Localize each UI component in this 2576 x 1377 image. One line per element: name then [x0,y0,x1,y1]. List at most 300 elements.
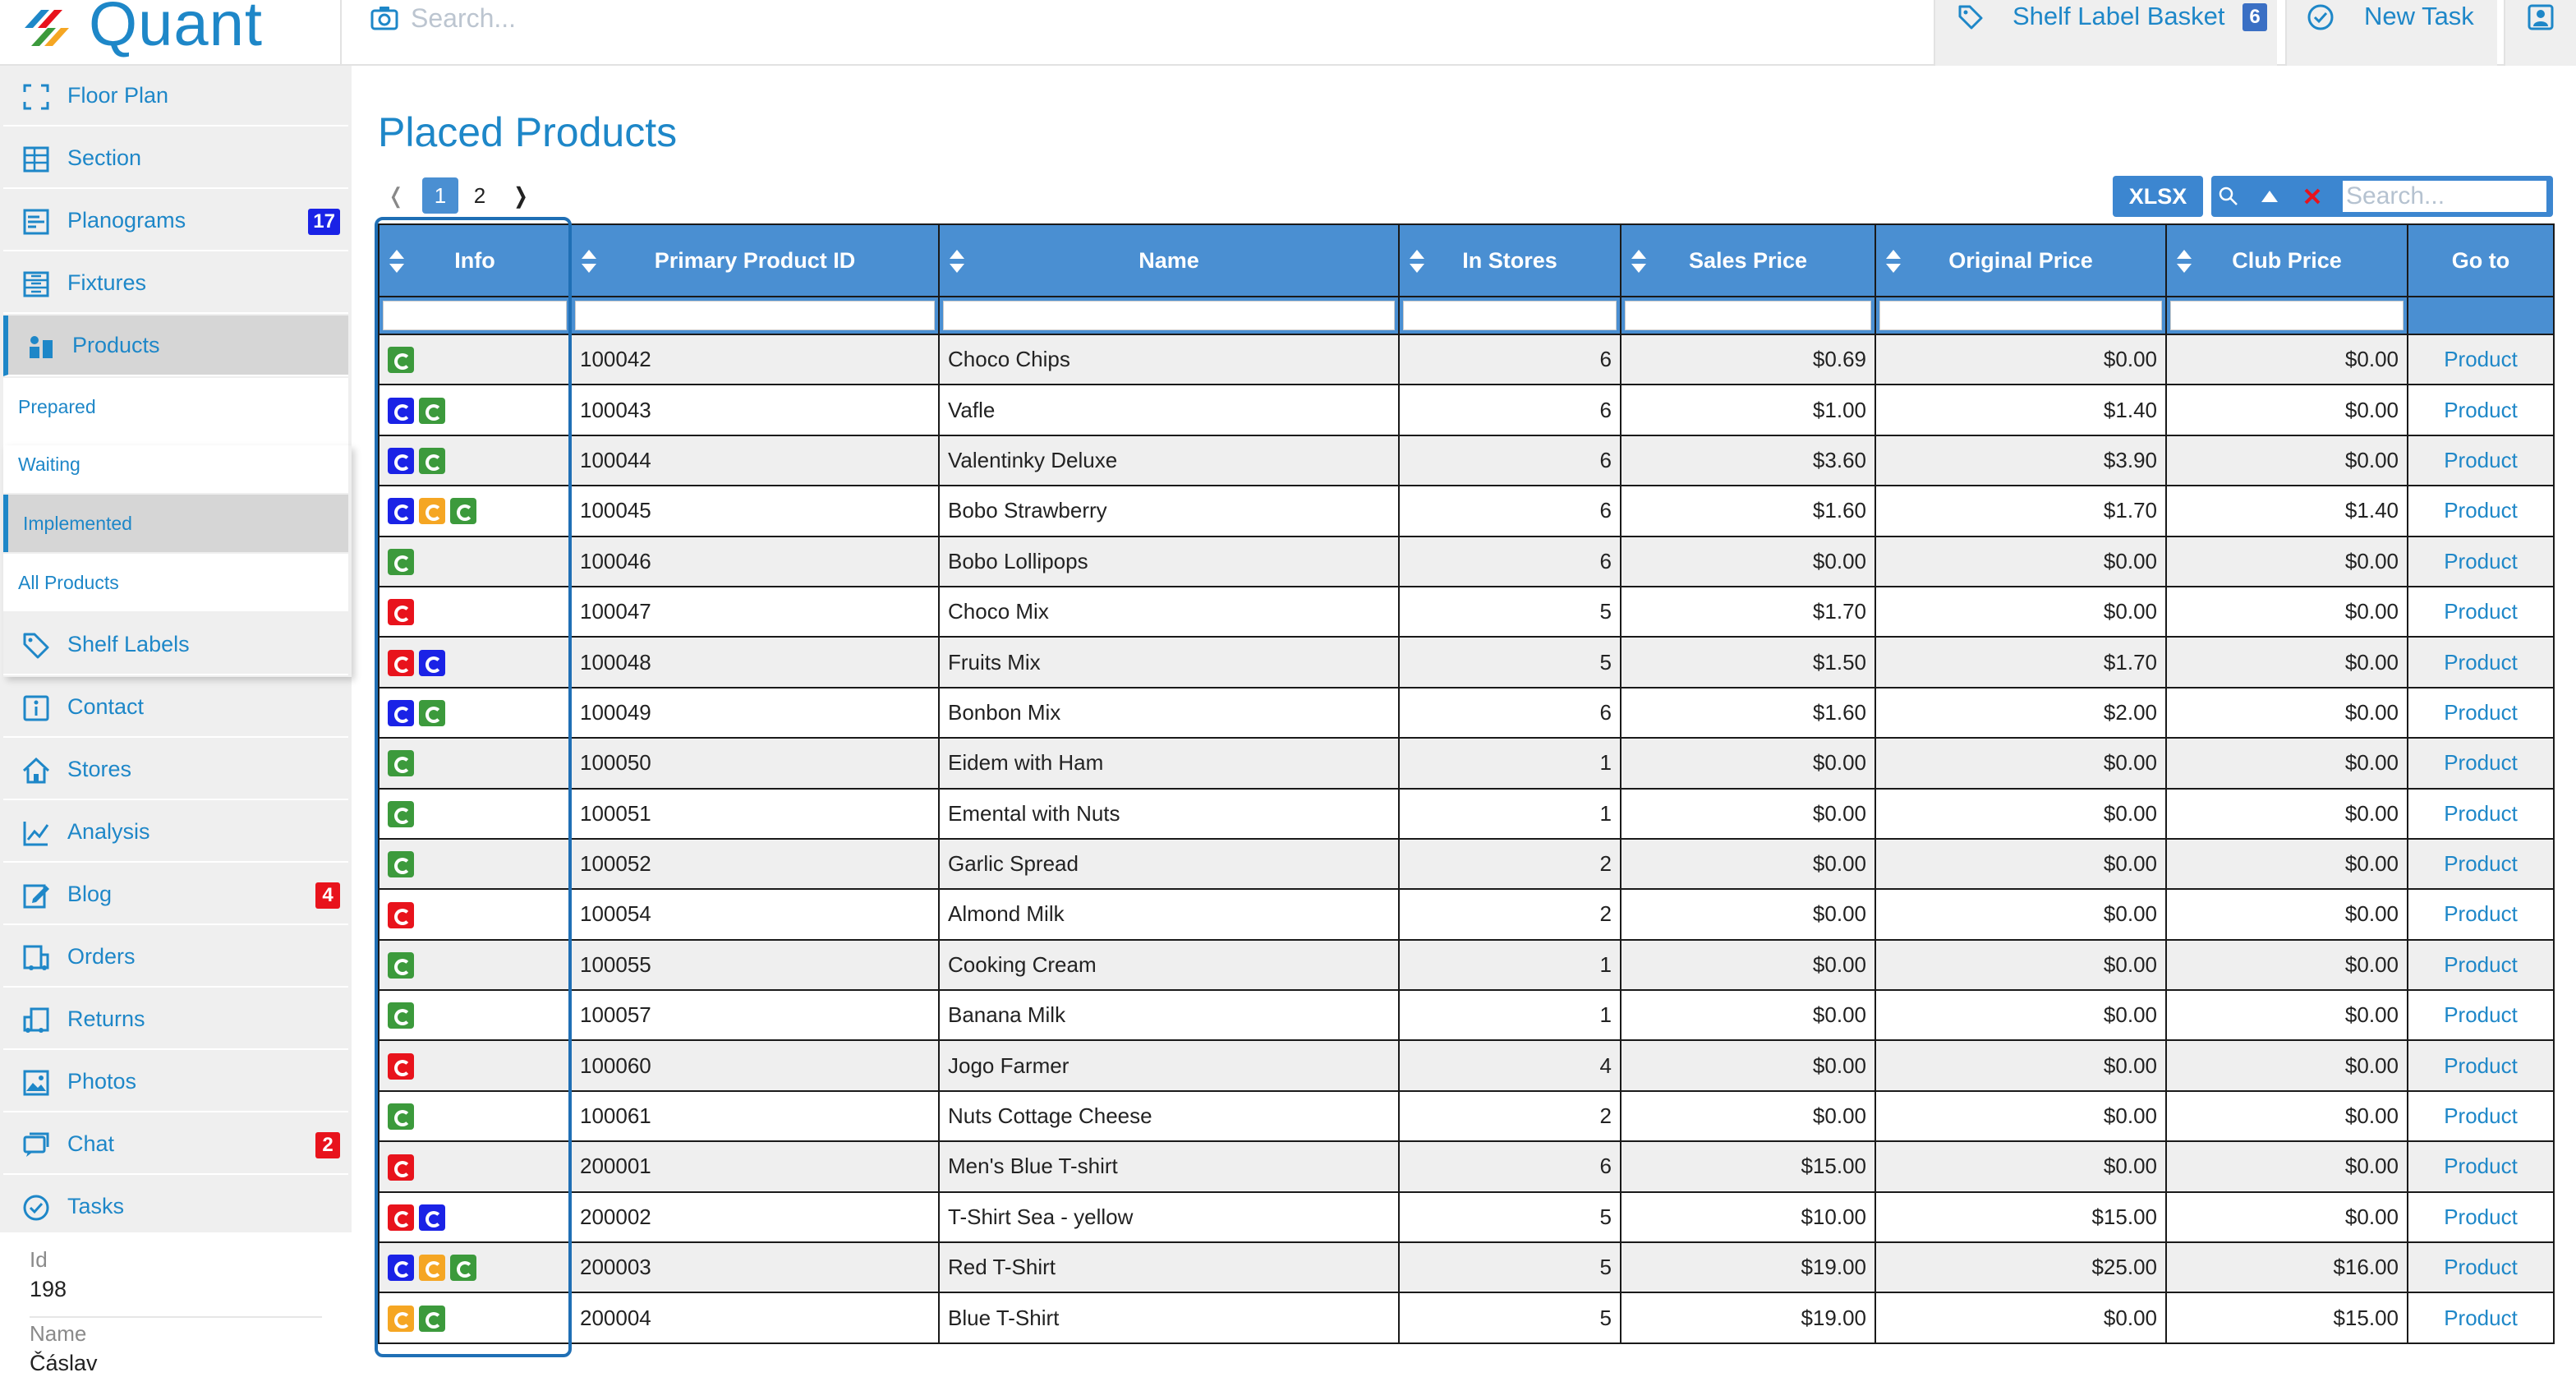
table-filter-row [379,297,2554,334]
sidebar-item-fixtures[interactable] [3,253,348,314]
table-body [379,334,2554,1343]
cell-in-stores: 6 [1399,1141,1621,1191]
cell-original-price: $3.90 [1875,435,2166,486]
cell-product-name: Red T-Shirt [939,1242,1399,1292]
cell-club-price: $0.00 [2166,1040,2408,1090]
cell-in-stores: 6 [1399,385,1621,435]
cell-original-price: $0.00 [1875,1091,2166,1141]
cell-product-name: Bobo Strawberry [939,486,1399,536]
cell-product-name: Garlic Spread [939,839,1399,889]
cell-club-price: $0.00 [2166,889,2408,939]
cell-product-name: Jogo Farmer [939,1040,1399,1090]
cell-original-price: $1.70 [1875,486,2166,536]
cell-in-stores: 5 [1399,1192,1621,1242]
filter-input[interactable] [383,301,567,330]
cell-club-price: $0.00 [2166,537,2408,587]
filter-cell [1875,297,2166,334]
cell-sales-price: $0.00 [1621,940,1875,990]
cell-in-stores: 4 [1399,1040,1621,1090]
cell-product-name: Choco Mix [939,587,1399,637]
product-link[interactable]: Product [2408,1242,2554,1292]
pagination-page-1[interactable]: 1 [422,177,458,214]
product-link[interactable]: Product [2408,385,2554,435]
status-green-icon [388,347,414,373]
status-orange-icon [419,1255,445,1281]
status-red-icon [388,902,414,928]
cell-info [379,839,571,889]
product-link[interactable]: Product [2408,940,2554,990]
cell-info [379,990,571,1040]
table-header-row [379,224,2554,297]
cell-product-id: 200001 [571,1141,939,1191]
cell-in-stores: 2 [1399,839,1621,889]
global-search-input[interactable] [411,0,986,36]
status-red-icon [388,599,414,625]
status-blue-icon [388,1255,414,1281]
cell-sales-price: $1.60 [1621,486,1875,536]
column-header-label: Primary Product ID [654,247,856,273]
check-circle-icon [2307,3,2334,31]
cell-sales-price: $10.00 [1621,1192,1875,1242]
cell-info [379,486,571,536]
sidebar [0,66,352,1377]
cell-product-id: 100051 [571,789,939,839]
product-link[interactable]: Product [2408,990,2554,1040]
frame-icon [21,82,51,112]
divider [340,0,342,64]
shelf-label-basket-button[interactable] [1934,0,2277,66]
table-row [379,940,2554,990]
product-link[interactable]: Product [2408,789,2554,839]
cell-original-price: $2.00 [1875,688,2166,738]
cell-club-price: $16.00 [2166,1242,2408,1292]
status-blue-icon [388,498,414,524]
filter-input[interactable] [1625,301,1871,330]
column-header-label: Original Price [1948,247,2093,273]
cell-product-id: 100046 [571,537,939,587]
table-search-input[interactable] [2341,179,2548,214]
sidebar-item-contact[interactable] [3,677,348,738]
products-table-container [378,223,2555,1361]
store-id-label: Id [30,1247,48,1272]
table-row [379,1091,2554,1141]
cell-info [379,940,571,990]
product-link[interactable]: Product [2408,688,2554,738]
product-link[interactable]: Product [2408,738,2554,788]
table-row [379,385,2554,435]
store-name-value: Čáslav [30,1351,98,1375]
cell-product-id: 100057 [571,990,939,1040]
table-row [379,1292,2554,1342]
product-link[interactable]: Product [2408,1292,2554,1342]
sidebar-subitem-label: Prepared [18,396,96,417]
cell-info [379,1040,571,1090]
cell-in-stores: 2 [1399,1091,1621,1141]
product-link[interactable]: Product [2408,637,2554,687]
column-header-name[interactable] [939,224,1399,297]
column-header-original-price[interactable] [1875,224,2166,297]
pagination-next-button[interactable]: ❭ [512,183,530,208]
cell-product-name: Bobo Lollipops [939,537,1399,587]
cell-sales-price: $0.00 [1621,789,1875,839]
cell-product-name: Eidem with Ham [939,738,1399,788]
cell-in-stores: 1 [1399,990,1621,1040]
logo-mark-icon [20,3,74,53]
cell-in-stores: 2 [1399,889,1621,939]
cell-sales-price: $0.00 [1621,990,1875,1040]
column-header-label: In Stores [1462,247,1557,273]
pagination-prev-button[interactable]: ❬ [387,183,405,208]
cell-club-price: $0.00 [2166,637,2408,687]
cell-club-price: $0.00 [2166,385,2408,435]
cell-info [379,1292,571,1342]
cell-in-stores: 5 [1399,1292,1621,1342]
cell-in-stores: 5 [1399,587,1621,637]
status-red-icon [388,1154,414,1181]
cell-sales-price: $1.00 [1621,385,1875,435]
cell-in-stores: 1 [1399,738,1621,788]
filter-cell [2166,297,2408,334]
search-icon[interactable] [2216,184,2241,209]
filter-cell [1621,297,1875,334]
cell-product-name: Men's Blue T-shirt [939,1141,1399,1191]
cell-product-id: 200002 [571,1192,939,1242]
cell-sales-price: $1.60 [1621,688,1875,738]
tag-icon [1957,3,1985,31]
cell-product-name: Emental with Nuts [939,789,1399,839]
table-search-bar [2211,176,2553,217]
sidebar-subitem-label: All Products [18,572,119,593]
status-green-icon [388,952,414,979]
cell-sales-price: $3.60 [1621,435,1875,486]
column-header-label: Name [1138,247,1199,273]
cell-product-id: 100054 [571,889,939,939]
product-link[interactable]: Product [2408,839,2554,889]
cell-in-stores: 5 [1399,1242,1621,1292]
column-header-primary-product-id[interactable] [571,224,939,297]
cell-original-price: $0.00 [1875,537,2166,587]
cell-club-price: $15.00 [2166,1292,2408,1342]
new-task-button[interactable] [2285,0,2497,66]
filter-cell [571,297,939,334]
house-icon [21,756,51,785]
sidebar-item-label: Stores [67,757,132,781]
cell-product-name: Choco Chips [939,334,1399,385]
table-row [379,486,2554,536]
filter-input[interactable] [1879,301,2162,330]
column-header-go-to [2408,224,2554,297]
cell-product-name: Nuts Cottage Cheese [939,1091,1399,1141]
cell-info [379,385,571,435]
edit-icon [21,881,51,910]
sidebar-item-label: Orders [67,944,136,969]
cell-original-price: $0.00 [1875,839,2166,889]
status-blue-icon [388,448,414,474]
store-info-panel [0,1232,352,1377]
clear-x-icon[interactable] [2300,184,2325,209]
cell-info [379,435,571,486]
cell-original-price: $0.00 [1875,940,2166,990]
column-header-label: Info [454,247,495,273]
cell-product-id: 100047 [571,587,939,637]
sidebar-item-floor-plan[interactable] [3,66,348,127]
table-row [379,1040,2554,1090]
status-green-icon [450,498,476,524]
filter-input[interactable] [2170,301,2404,330]
product-link[interactable]: Product [2408,435,2554,486]
cell-original-price: $1.40 [1875,385,2166,435]
returns-icon [21,1006,51,1035]
tag-icon [21,631,51,661]
sort-arrows-icon [1408,248,1426,274]
status-blue-icon [388,700,414,726]
export-xlsx-button[interactable]: XLSX [2113,176,2203,217]
app-logo[interactable] [20,0,340,59]
cell-sales-price: $0.00 [1621,1091,1875,1141]
cell-original-price: $0.00 [1875,990,2166,1040]
status-green-icon [388,851,414,877]
product-link[interactable]: Product [2408,889,2554,939]
cell-club-price: $0.00 [2166,688,2408,738]
collapse-up-icon[interactable] [2257,184,2282,209]
cell-in-stores: 6 [1399,486,1621,536]
sidebar-item-chat[interactable] [3,1114,348,1175]
sidebar-item-section[interactable] [3,128,348,189]
cell-sales-price: $19.00 [1621,1242,1875,1292]
cell-in-stores: 6 [1399,334,1621,385]
sidebar-item-label: Floor Plan [67,83,169,108]
cell-in-stores: 6 [1399,537,1621,587]
cell-product-name: Fruits Mix [939,637,1399,687]
cell-sales-price: $19.00 [1621,1292,1875,1342]
cell-sales-price: $0.69 [1621,334,1875,385]
sidebar-item-returns[interactable] [3,989,348,1050]
filter-cell [2408,297,2554,334]
cell-product-id: 100042 [571,334,939,385]
cell-club-price: $0.00 [2166,990,2408,1040]
sort-arrows-icon [948,248,966,274]
cell-sales-price: $15.00 [1621,1141,1875,1191]
sidebar-subitem-all-products[interactable] [3,554,348,611]
cell-product-id: 200004 [571,1292,939,1342]
cell-in-stores: 1 [1399,789,1621,839]
product-link[interactable]: Product [2408,1040,2554,1090]
status-orange-icon [419,498,445,524]
sidebar-item-tasks[interactable] [3,1177,348,1237]
cell-sales-price: $0.00 [1621,1040,1875,1090]
new-task-label: New Task [2364,2,2474,30]
status-green-icon [388,801,414,827]
filter-cell [379,297,571,334]
sort-arrows-icon [388,248,406,274]
sidebar-item-blog[interactable] [3,864,348,925]
cell-info [379,537,571,587]
basket-count-badge: 6 [2242,3,2267,31]
sidebar-item-label: Blog [67,882,113,906]
chat-count-badge: 2 [315,1132,340,1158]
cell-product-id: 100048 [571,637,939,687]
sidebar-item-label: Planograms [67,208,186,233]
cell-product-name: Cooking Cream [939,940,1399,990]
table-row [379,1192,2554,1242]
filter-input[interactable] [575,301,935,330]
cell-product-name: Bonbon Mix [939,688,1399,738]
cell-product-id: 100052 [571,839,939,889]
sidebar-item-products[interactable] [3,315,348,376]
check-circle-icon [21,1193,51,1223]
sidebar-item-label: Section [67,145,142,170]
filter-cell [939,297,1399,334]
cell-original-price: $0.00 [1875,1040,2166,1090]
product-link[interactable]: Product [2408,537,2554,587]
product-link[interactable]: Product [2408,1192,2554,1242]
cell-info [379,1091,571,1141]
cell-product-id: 100055 [571,940,939,990]
cell-sales-price: $1.70 [1621,587,1875,637]
sidebar-subitem-label: Waiting [18,454,80,475]
cell-sales-price: $0.00 [1621,839,1875,889]
cell-sales-price: $0.00 [1621,889,1875,939]
cell-original-price: $25.00 [1875,1242,2166,1292]
status-green-icon [388,1103,414,1130]
sidebar-item-label: Analysis [67,819,150,844]
blog-count-badge: 4 [315,882,340,909]
sort-arrows-icon [2175,248,2193,274]
status-green-icon [419,1306,445,1332]
shelf-label-basket-label: Shelf Label Basket [2012,2,2225,30]
sidebar-item-analysis[interactable] [3,802,348,863]
table-row [379,889,2554,939]
planograms-count-badge: 17 [308,209,340,235]
cell-info [379,1141,571,1191]
cell-original-price: $1.70 [1875,637,2166,687]
cell-sales-price: $0.00 [1621,738,1875,788]
chart-icon [21,818,51,848]
cell-product-id: 100060 [571,1040,939,1090]
status-red-icon [388,1204,414,1231]
status-red-icon [388,650,414,676]
cell-product-name: Banana Milk [939,990,1399,1040]
grid-icon [21,145,51,174]
product-link[interactable]: Product [2408,1091,2554,1141]
cell-info [379,637,571,687]
filter-input[interactable] [1403,301,1617,330]
sidebar-item-photos[interactable] [3,1052,348,1112]
product-link[interactable]: Product [2408,1141,2554,1191]
table-row [379,587,2554,637]
sidebar-item-orders[interactable] [3,927,348,988]
filter-input[interactable] [943,301,1395,330]
column-header-label: Sales Price [1688,247,1808,273]
photo-icon [21,1068,51,1098]
cell-in-stores: 6 [1399,435,1621,486]
status-blue-icon [419,1204,445,1231]
column-header-info[interactable] [379,224,571,297]
table-row [379,537,2554,587]
sidebar-item-label: Contact [67,694,145,719]
cell-product-name: T-Shirt Sea - yellow [939,1192,1399,1242]
product-link[interactable]: Product [2408,486,2554,536]
cell-in-stores: 1 [1399,940,1621,990]
sidebar-item-label: Fixtures [67,270,147,295]
column-header-label: Club Price [2232,247,2342,273]
status-green-icon [388,1002,414,1029]
cell-product-id: 100044 [571,435,939,486]
cell-club-price: $0.00 [2166,789,2408,839]
cell-original-price: $15.00 [1875,1192,2166,1242]
column-header-in-stores[interactable] [1399,224,1621,297]
user-menu-button[interactable] [2504,0,2576,66]
products-icon [26,332,56,362]
sidebar-subitem-prepared[interactable] [3,378,348,435]
status-red-icon [388,1053,414,1080]
table-row [379,839,2554,889]
status-blue-icon [419,650,445,676]
sidebar-item-planograms[interactable] [3,191,348,251]
table-row [379,334,2554,385]
table-row [379,1242,2554,1292]
cell-club-price: $0.00 [2166,435,2408,486]
cell-product-id: 100043 [571,385,939,435]
cell-product-name: Blue T-Shirt [939,1292,1399,1342]
cell-info [379,789,571,839]
table-row [379,990,2554,1040]
product-link[interactable]: Product [2408,334,2554,385]
product-link[interactable]: Product [2408,587,2554,637]
sidebar-subitem-implemented[interactable] [3,495,348,552]
pagination-page-2[interactable]: 2 [473,183,486,208]
status-green-icon [388,549,414,575]
sidebar-item-label: Shelf Labels [67,632,190,656]
sort-arrows-icon [1884,248,1902,274]
status-green-icon [450,1255,476,1281]
products-table [378,223,2555,1344]
fixture-icon [21,269,51,299]
chat-icon [21,1131,51,1160]
camera-icon[interactable] [370,3,399,33]
planogram-icon [21,207,51,237]
cell-info [379,587,571,637]
sidebar-item-shelf-labels[interactable] [3,615,348,675]
sidebar-subitem-waiting[interactable] [3,435,348,493]
cell-info [379,688,571,738]
cell-info [379,738,571,788]
cell-product-id: 100049 [571,688,939,738]
cell-info [379,334,571,385]
cell-info [379,1242,571,1292]
sidebar-item-stores[interactable] [3,739,348,800]
cell-product-id: 100050 [571,738,939,788]
status-green-icon [419,700,445,726]
cell-product-name: Almond Milk [939,889,1399,939]
cell-in-stores: 6 [1399,688,1621,738]
cell-info [379,889,571,939]
logo-text: Quant [89,0,264,59]
filter-cell [1399,297,1621,334]
cell-original-price: $0.00 [1875,334,2166,385]
cell-product-id: 100061 [571,1091,939,1141]
status-blue-icon [388,398,414,424]
table-row [379,1141,2554,1191]
cell-club-price: $0.00 [2166,738,2408,788]
cell-in-stores: 5 [1399,637,1621,687]
cell-original-price: $0.00 [1875,889,2166,939]
column-header-club-price[interactable] [2166,224,2408,297]
cell-club-price: $0.00 [2166,334,2408,385]
column-header-sales-price[interactable] [1621,224,1875,297]
status-green-icon [419,448,445,474]
info-icon [21,693,51,723]
